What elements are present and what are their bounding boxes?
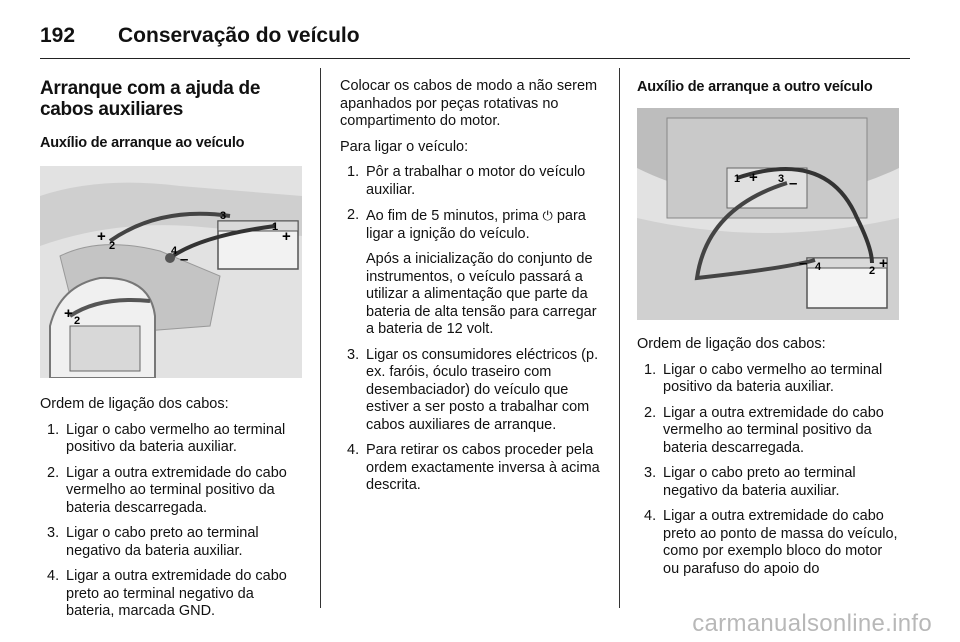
figure-label-1: 1 xyxy=(734,173,741,185)
connect-steps-list xyxy=(340,164,605,495)
cable-order-list xyxy=(40,422,305,621)
figure-label-2: 2 xyxy=(109,240,116,252)
figure-label-2-inset: 2 xyxy=(74,315,81,327)
figure-label-4: 4 xyxy=(815,261,822,273)
list-item: 1. Pôr a trabalhar o motor do veículo auxiliar. xyxy=(347,164,586,198)
page-number: 192 xyxy=(40,24,76,47)
list-item: 2. Ao fim de 5 minutos, prima ⏻ para ligar a ignição do veículo. Após a inicialização do conjunto de instrumentos, o veículo passará a utilizar a alimentação que parte da bateria de alta tensão para carregar a bateria de 12 volt. xyxy=(347,207,597,337)
jump-start-other-illustration xyxy=(637,108,899,320)
svg-text:+: + xyxy=(64,305,73,322)
column-left xyxy=(40,78,305,629)
column-divider xyxy=(619,68,620,608)
cable-order-title: Ordem de ligação dos cabos: xyxy=(637,336,826,352)
site-watermark: carmanualsonline.info xyxy=(692,610,932,637)
sub-heading-own-vehicle: Auxílio de arranque ao veículo xyxy=(40,135,245,151)
list-item: 3. Ligar o cabo preto ao terminal negativo da bateria auxiliar. xyxy=(644,465,856,499)
jump-start-illustration xyxy=(40,166,302,378)
svg-text:–: – xyxy=(180,251,189,268)
page-header xyxy=(40,14,910,59)
figure-label-1: 1 xyxy=(272,221,279,233)
svg-text:+: + xyxy=(97,228,106,245)
column-divider xyxy=(320,68,321,608)
list-item: 1. Ligar o cabo vermelho ao terminal positivo da bateria auxiliar. xyxy=(644,361,883,395)
list-item: 1. Ligar o cabo vermelho ao terminal positivo da bateria auxiliar. xyxy=(47,421,286,455)
figure-label-3: 3 xyxy=(220,210,227,222)
figure-label-4: 4 xyxy=(171,245,178,257)
svg-text:–: – xyxy=(789,175,798,192)
list-item: 4. Ligar a outra extremidade do cabo preto ao ponto de massa do veículo, como por exemplo bloco do motor ou parafuso do apoio do xyxy=(644,508,898,577)
engine-bay-drawing xyxy=(40,166,302,378)
cable-order-list xyxy=(637,362,902,579)
figure-label-2: 2 xyxy=(869,265,876,277)
figure-label-3: 3 xyxy=(778,173,785,185)
section-heading: Arranque com a ajuda de cabos auxiliares xyxy=(40,78,261,120)
list-item: 4. Para retirar os cabos proceder pela ordem exactamente inversa à acima descrita. xyxy=(347,442,600,493)
svg-text:+: + xyxy=(879,255,888,272)
column-right xyxy=(637,78,902,586)
column-middle xyxy=(340,78,605,503)
list-item: 3. Ligar o cabo preto ao terminal negativo da bateria auxiliar. xyxy=(47,525,259,559)
cable-order-title: Ordem de ligação dos cabos: xyxy=(40,396,229,412)
list-item: 2. Ligar a outra extremidade do cabo vermelho ao terminal positivo da bateria descarregada. xyxy=(47,464,287,516)
power-icon: ⏻ xyxy=(542,208,553,223)
list-item: 2. Ligar a outra extremidade do cabo vermelho ao terminal positivo da bateria descarregada. xyxy=(644,404,884,456)
svg-text:–: – xyxy=(799,255,808,272)
svg-text:+: + xyxy=(282,228,291,245)
cable-placement-note: Colocar os cabos de modo a não serem apanhados por peças rotativas no compartimento do motor. xyxy=(340,78,598,129)
sub-heading-other-vehicle: Auxílio de arranque a outro veículo xyxy=(637,79,873,95)
page-title: Conservação do veículo xyxy=(118,24,360,47)
trunk-battery-drawing xyxy=(637,108,899,320)
list-item: 3. Ligar os consumidores eléctricos (p. ex. faróis, óculo traseiro com desembaciador) do veículo que estiver a ser posto a trabalhar com cabos auxiliares de arranque. xyxy=(347,346,599,433)
svg-text:+: + xyxy=(749,169,758,186)
list-item: 4. Ligar a outra extremidade do cabo preto ao terminal negativo da bateria, marcada GND. xyxy=(47,568,287,619)
connect-title: Para ligar o veículo: xyxy=(340,138,469,155)
